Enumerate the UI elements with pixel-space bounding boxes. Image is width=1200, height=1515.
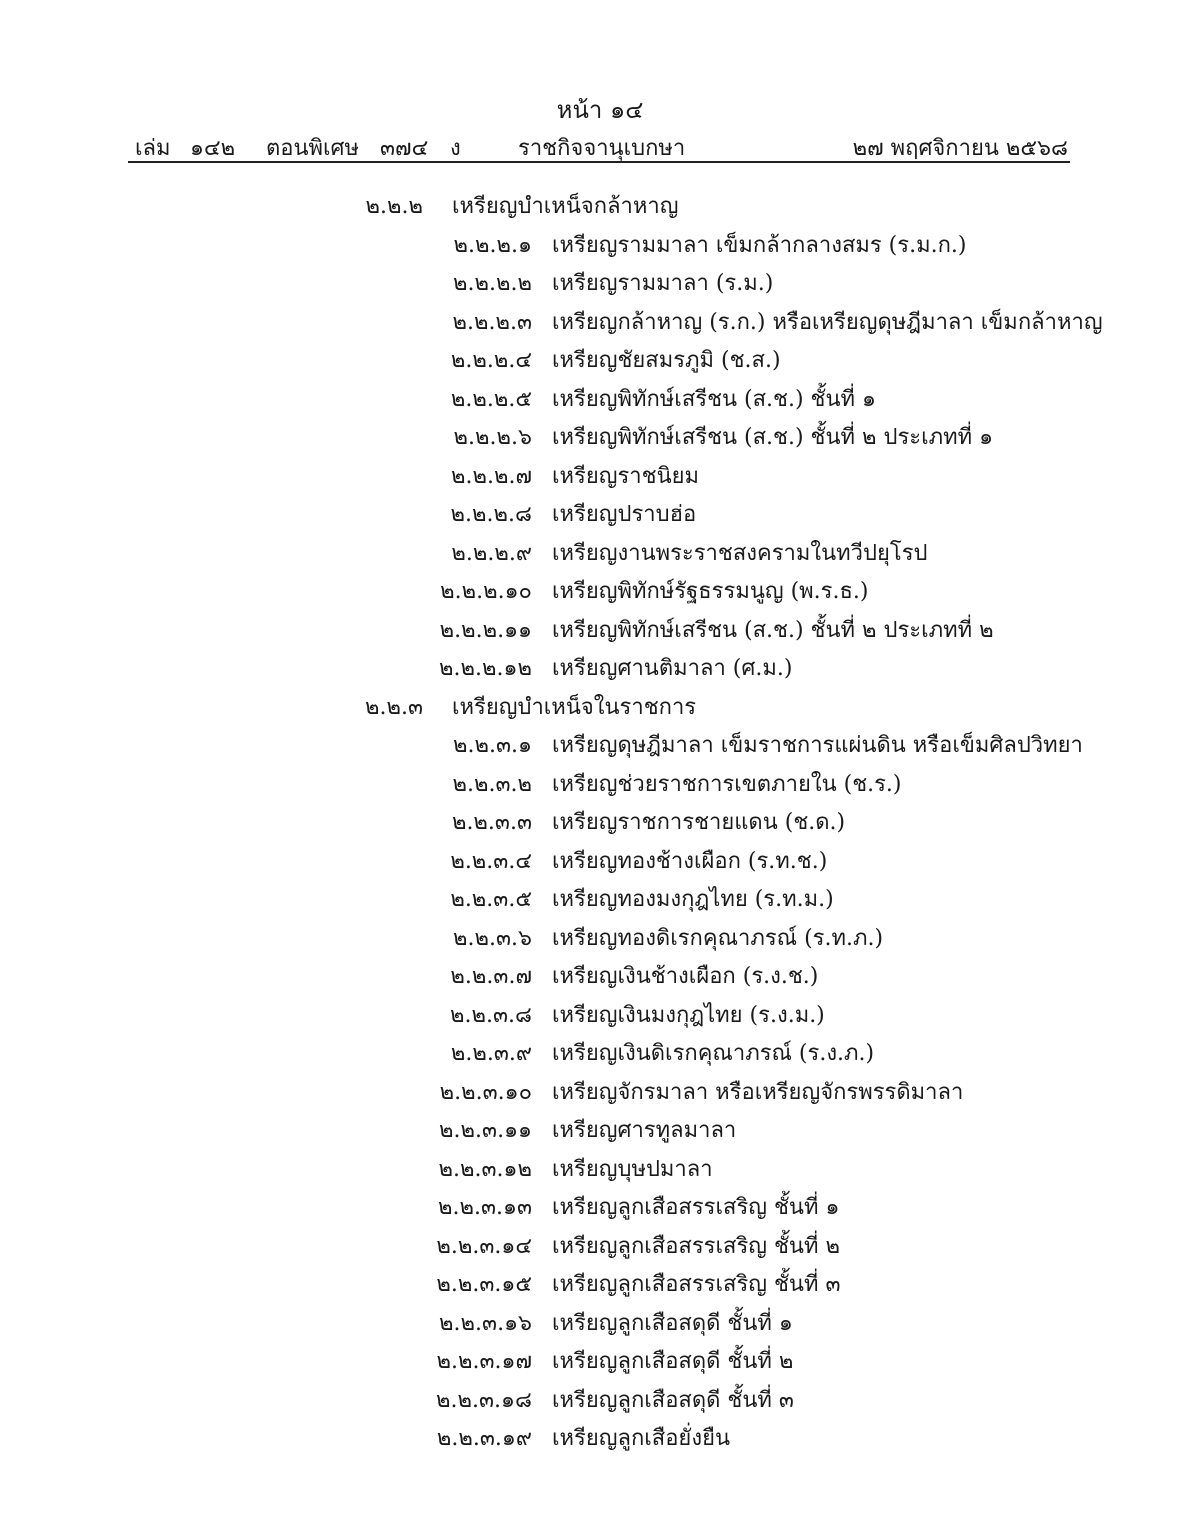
item-number: ๒.๒.๓.๑๙: [436, 1426, 532, 1451]
list-item: [0, 727, 1200, 765]
item-number: ๒.๒.๒.๗: [450, 464, 532, 489]
list-item: [0, 650, 1200, 688]
item-number: ๒.๒.๓.๑๕: [436, 1272, 532, 1297]
list-item: [0, 419, 1200, 457]
list-item: [0, 227, 1200, 265]
item-number: ๒.๒.๓.๑๘: [436, 1388, 532, 1413]
item-number: ๒.๒.๒.๑๒: [439, 656, 532, 681]
item-text: เหรียญทองมงกุฎไทย (ร.ท.ม.): [552, 887, 834, 912]
item-number: ๒.๒.๒.๑๐: [440, 579, 532, 604]
item-text: เหรียญบุษปมาลา: [552, 1157, 713, 1182]
item-text: เหรียญงานพระราชสงครามในทวีปยุโรป: [552, 541, 928, 566]
list-item: [0, 342, 1200, 380]
item-text: เหรียญเงินมงกุฎไทย (ร.ง.ม.): [552, 1003, 825, 1028]
item-number: ๒.๒.๓.๒: [452, 772, 532, 797]
item-text: เหรียญลูกเสือสรรเสริญ ชั้นที่ ๓: [552, 1272, 841, 1297]
list-item: [0, 958, 1200, 996]
item-number: ๒.๒.๓.๑๐: [439, 1080, 532, 1105]
item-text: เหรียญศารทูลมาลา: [552, 1118, 737, 1143]
list-item: [0, 1189, 1200, 1227]
item-text: เหรียญทองดิเรกคุณาภรณ์ (ร.ท.ภ.): [552, 926, 884, 951]
list-item: [0, 1035, 1200, 1073]
item-text: เหรียญบำเหน็จกล้าหาญ: [452, 194, 679, 219]
list-item: [0, 612, 1200, 650]
section-suffix: ง: [450, 136, 461, 161]
list-item: [0, 1305, 1200, 1343]
item-text: เหรียญพิทักษ์เสรีชน (ส.ช.) ชั้นที่ ๒ ประเภทที่ ๑: [552, 425, 994, 450]
list-item: [0, 804, 1200, 842]
list-item: [0, 535, 1200, 573]
item-text: เหรียญเงินช้างเผือก (ร.ง.ช.): [552, 964, 819, 989]
item-number: ๒.๒.๓.๑๗: [436, 1349, 532, 1374]
item-text: เหรียญกล้าหาญ (ร.ก.) หรือเหรียญดุษฎีมาลา เข็มกล้าหาญ: [552, 310, 1103, 335]
volume-number: ๑๔๒: [190, 136, 236, 161]
list-item: [0, 1112, 1200, 1150]
item-text: เหรียญชัยสมรภูมิ (ช.ส.): [552, 348, 781, 373]
list-item: [0, 997, 1200, 1035]
item-text: เหรียญปราบฮ่อ: [552, 502, 697, 527]
section-heading: [0, 689, 1200, 727]
item-text: เหรียญบำเหน็จในราชการ: [452, 695, 697, 720]
item-number: ๒.๒.๓.๘: [450, 1003, 532, 1028]
item-number: ๒.๒.๒.๕: [450, 387, 532, 412]
item-number: ๒.๒.๒.๑: [453, 233, 532, 258]
item-text: เหรียญลูกเสือสดุดี ชั้นที่ ๒: [552, 1349, 794, 1374]
item-text: เหรียญเงินดิเรกคุณาภรณ์ (ร.ง.ภ.): [552, 1041, 875, 1066]
list-item: [0, 1382, 1200, 1420]
item-number: ๒.๒.๓.๑๑: [439, 1118, 532, 1143]
section-number: ๓๗๔: [380, 136, 429, 161]
item-text: เหรียญราชการชายแดน (ช.ด.): [552, 810, 846, 835]
item-number: ๒.๒.๓.๙: [450, 1041, 532, 1066]
item-number: ๒.๒.๓.๓: [451, 810, 532, 835]
item-number: ๒.๒.๒.๒: [453, 271, 532, 296]
item-number: ๒.๒.๓.๑๖: [439, 1311, 532, 1336]
item-number: ๒.๒.๓.๑: [453, 733, 532, 758]
item-text: เหรียญลูกเสือสรรเสริญ ชั้นที่ ๑: [552, 1195, 840, 1220]
item-number: ๒.๒.๒.๓: [452, 310, 532, 335]
item-number: ๒.๒.๓.๔: [450, 849, 532, 874]
item-text: เหรียญลูกเสือสดุดี ชั้นที่ ๑: [552, 1311, 793, 1336]
item-number: ๒.๒.๓: [364, 695, 423, 720]
list-item: [0, 920, 1200, 958]
item-number: ๒.๒.๓.๑๒: [438, 1157, 532, 1182]
list-item: [0, 843, 1200, 881]
list-item: [0, 458, 1200, 496]
item-number: ๒.๒.๒: [365, 194, 423, 219]
section-label: ตอนพิเศษ: [266, 136, 360, 161]
item-number: ๒.๒.๒.๖: [453, 425, 532, 450]
list-item: [0, 881, 1200, 919]
item-text: เหรียญศานติมาลา (ศ.ม.): [552, 656, 793, 681]
item-text: เหรียญพิทักษ์เสรีชน (ส.ช.) ชั้นที่ ๒ ประเภทที่ ๒: [552, 618, 994, 643]
item-text: เหรียญทองช้างเผือก (ร.ท.ช.): [552, 849, 828, 874]
list-item: [0, 1151, 1200, 1189]
list-item: [0, 573, 1200, 611]
item-text: เหรียญลูกเสือสดุดี ชั้นที่ ๓: [552, 1388, 794, 1413]
list-item: [0, 496, 1200, 534]
item-text: เหรียญลูกเสือสรรเสริญ ชั้นที่ ๒: [552, 1234, 840, 1259]
list-item: [0, 1420, 1200, 1458]
list-item: [0, 766, 1200, 804]
item-number: ๒.๒.๒.๘: [450, 502, 532, 527]
item-text: เหรียญช่วยราชการเขตภายใน (ช.ร.): [552, 772, 902, 797]
item-text: เหรียญราชนิยม: [552, 464, 700, 489]
page-number: หน้า ๑๔: [556, 96, 644, 124]
item-number: ๒.๒.๓.๑๓: [437, 1195, 532, 1220]
item-text: เหรียญพิทักษ์รัฐธรรมนูญ (พ.ร.ธ.): [552, 579, 869, 604]
item-text: เหรียญรามมาลา เข็มกล้ากลางสมร (ร.ม.ก.): [552, 233, 967, 258]
list-item: [0, 1343, 1200, 1381]
list-item: [0, 1074, 1200, 1112]
item-number: ๒.๒.๒.๙: [451, 541, 532, 566]
item-text: เหรียญรามมาลา (ร.ม.): [552, 271, 774, 296]
item-text: เหรียญพิทักษ์เสรีชน (ส.ช.) ชั้นที่ ๑: [552, 387, 876, 412]
item-text: เหรียญลูกเสือยั่งยืน: [552, 1426, 730, 1451]
gazette-title: ราชกิจจานุเบกษา: [518, 136, 686, 161]
item-text: เหรียญดุษฎีมาลา เข็มราชการแผ่นดิน หรือเข็มศิลปวิทยา: [552, 733, 1083, 758]
item-number: ๒.๒.๓.๑๔: [436, 1234, 532, 1259]
item-number: ๒.๒.๓.๗: [450, 964, 532, 989]
list-item: [0, 1266, 1200, 1304]
item-number: ๒.๒.๒.๑๑: [439, 618, 532, 643]
publication-date: ๒๗ พฤศจิกายน ๒๕๖๘: [852, 136, 1068, 161]
item-text: เหรียญจักรมาลา หรือเหรียญจักรพรรดิมาลา: [552, 1080, 964, 1105]
section-heading: [0, 188, 1200, 226]
list-item: [0, 1228, 1200, 1266]
header-divider: [128, 161, 1070, 163]
list-item: [0, 304, 1200, 342]
item-number: ๒.๒.๒.๔: [450, 348, 532, 373]
item-number: ๒.๒.๓.๕: [450, 887, 532, 912]
item-number: ๒.๒.๓.๖: [453, 926, 532, 951]
volume-label: เล่ม: [135, 136, 171, 161]
list-item: [0, 381, 1200, 419]
list-item: [0, 265, 1200, 303]
